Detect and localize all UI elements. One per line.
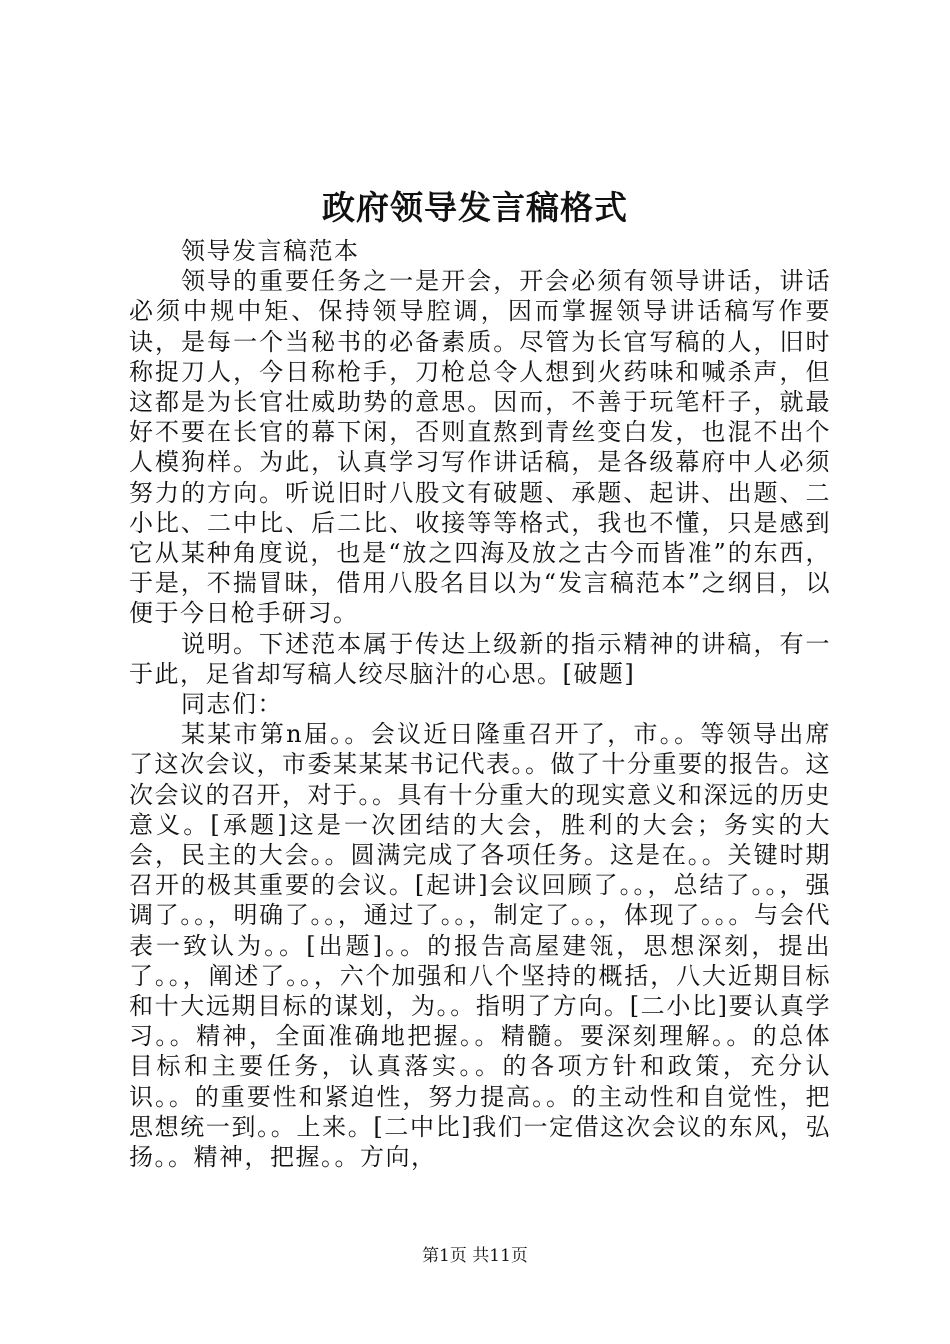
paragraph-note: 说明。下述范本属于传达上级新的指示精神的讲稿，有一于此，足省却写稿人绞尽脑汁的心思。[破题] bbox=[129, 629, 831, 688]
page-footer: 第1页 共11页 bbox=[422, 1246, 528, 1266]
paragraph-speech: 某某市第n届。。会议近日隆重召开了，市。。等领导出席了这次会议，市委某某某书记代表。。做了十分重要的报告。这次会议的召开，对于。。具有十分重大的现实意义和深远的历史意义。[承题]这是一次团结的大会，胜利的大会；务实的大会，民主的大会。。圆满完成了各项任务。这是在。。关键时期召开的极其重要的会议。[起讲]会议回顾了。。，总结了。。，强调了。。，明确了。。，通过了。。，制定了。。，体现了。。。与会代表一致认为。。[出题]。。的报告高屋建瓴，思想深刻，提出了。。，阐述了。。，六个加强和八个坚持的概括，八大近期目标和十大远期目标的谋划，为。。指明了方向。[二小比]要认真学习。。精神，全面准确地把握。。精髓。要深刻理解。。的总体目标和主要任务，认真落实。。的各项方针和政策，充分认识。。的重要性和紧迫性，努力提高。。的主动性和自觉性，把思想统一到。。上来。[二中比]我们一定借这次会议的东风，弘扬。。精神，把握。。方向， bbox=[129, 720, 831, 1172]
document-title: 政府领导发言稿格式 bbox=[322, 188, 628, 227]
paragraph-salutation: 同志们： bbox=[181, 690, 283, 719]
paragraph-intro: 领导的重要任务之一是开会，开会必须有领导讲话，讲话必须中规中矩、保持领导腔调，因而掌握领导讲话稿写作要诀，是每一个当秘书的必备素质。尽管为长官写稿的人，旧时称捉刀人，今日称枪手，刀枪总令人想到火药味和喊杀声，但这都是为长官壮威助势的意思。因而，不善于玩笔杆子，就最好不要在长官的幕下闲，否则直熬到青丝变白发，也混不出个人模狗样。为此，认真学习写作讲话稿，是各级幕府中人必须努力的方向。听说旧时八股文有破题、承题、起讲、出题、二小比、二中比、后二比、收接等等格式，我也不懂，只是感到它从某种角度说，也是“放之四海及放之古今而皆准”的东西，于是，不揣冒昧，借用八股名目以为“发言稿范本”之纲目，以便于今日枪手研习。 bbox=[129, 267, 831, 628]
document-body bbox=[129, 236, 831, 1172]
paragraph-heading: 领导发言稿范本 bbox=[181, 237, 360, 265]
